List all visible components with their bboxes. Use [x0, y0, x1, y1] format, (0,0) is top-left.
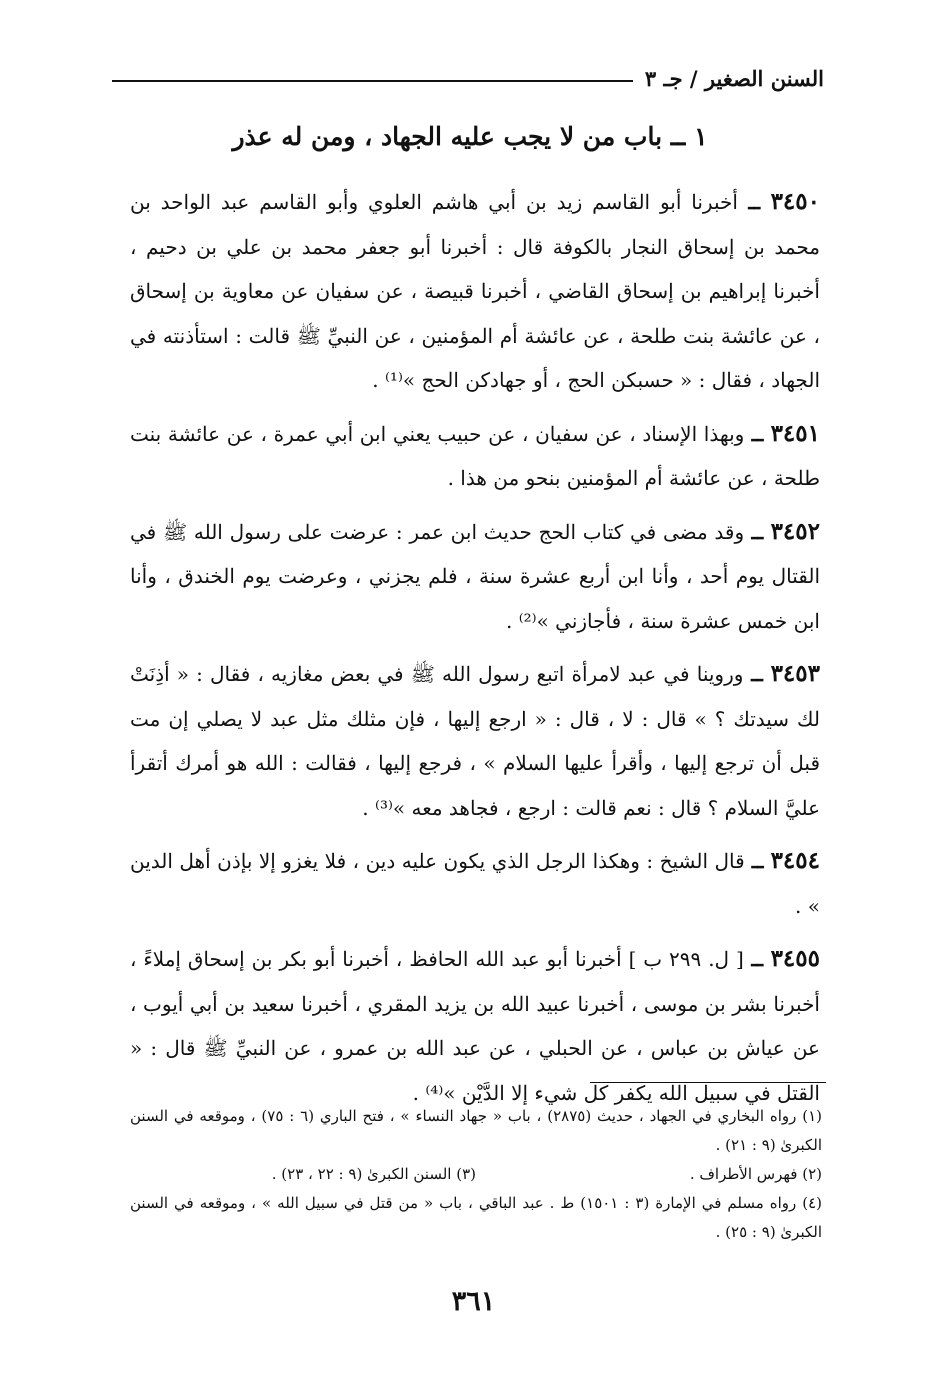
hadith-3451: ٣٤٥١ ــ وبهذا الإسناد ، عن سفيان ، عن حبيب يعني ابن أبي عمرة ، عن عائشة بنت طلحة ، عن عائشة أم المؤمنين بنحو من هذا . — [130, 419, 820, 490]
footnote-rule — [590, 1082, 826, 1083]
hadith-3454: ٣٤٥٤ ــ قال الشيخ : وهكذا الرجل الذي يكون عليه دين ، فلا يغزو إلا بإذن أهل الدين » . — [130, 847, 820, 918]
hadith-3452: ٣٤٥٢ ــ وقد مضى في كتاب الحج حديث ابن عمر : عرضت على رسول الله ﷺ في القتال يوم أحد ، وأنا ابن أربع عشرة سنة ، فلم يجزني ، وعرضت يوم الخندق ، وأنا ابن خمس عشرة سنة ، فأجازني »⁽²⁾ . — [130, 517, 820, 633]
hadith-number: ٣٤٥٥ — [770, 945, 820, 972]
hadith-text: وروينا في عبد لامرأة اتبع رسول الله ﷺ في بعض مغازيه ، فقال : « أذِنَتْ لك سيدتك ؟ » قال : لا ، قال : « ارجع إليها ، فإن مثلك مثل عبد لا يصلي إن مت قبل أن ترجع إليها ، وأقرأ عليها السلام » ، فرجع إليها ، فقالت : الله هو أمرك أتقرأ عليَّ السلام ؟ قال : نعم قالت : ارجع ، فجاهد معه »⁽³⁾ . — [130, 662, 820, 820]
hadith-number: ٣٤٥٢ — [770, 517, 820, 545]
header-rule — [112, 80, 633, 82]
hadith-number: ٣٤٥٤ — [770, 847, 820, 874]
hadith-text: [ ل. ٢٩٩ ب ] أخبرنا أبو عبد الله الحافظ ، أخبرنا أبو بكر بن إسحاق إملاءً ، أخبرنا بشر بن موسى ، أخبرنا عبيد الله بن يزيد المقري ، أخبرنا سعيد بن أبي أيوب ، عن عياش بن عباس ، عن الحبلي ، عن عبد الله بن عمرو ، عن النبيِّ ﷺ قال : « القتل في سبيل الله يكفر كل شيء إلا الدَّيْن »⁽⁴⁾ . — [130, 947, 820, 1105]
footnote-row — [130, 1160, 822, 1189]
hadith-number: ٣٤٥١ — [770, 419, 820, 447]
hadith-number: ٣٤٥٠ — [770, 188, 820, 215]
hadith-text: وقد مضى في كتاب الحج حديث ابن عمر : عرضت على رسول الله ﷺ في القتال يوم أحد ، وأنا ابن أربع عشرة سنة ، فلم يجزني ، وعرضت يوم الخندق ، وأنا ابن خمس عشرة سنة ، فأجازني »⁽²⁾ . — [130, 519, 820, 633]
hadith-text: وبهذا الإسناد ، عن سفيان ، عن حبيب يعني ابن أبي عمرة ، عن عائشة بنت طلحة ، عن عائشة أم المؤمنين بنحو من هذا . — [130, 421, 820, 490]
hadith-3453: ٣٤٥٣ ــ وروينا في عبد لامرأة اتبع رسول الله ﷺ في بعض مغازيه ، فقال : « أذِنَتْ لك سيدتك ؟ » قال : لا ، قال : « ارجع إليها ، فإن مثلك مثل عبد لا يصلي إن مت قبل أن ترجع إليها ، وأقرأ عليها السلام » ، فرجع إليها ، فقالت : الله هو أمرك أتقرأ عليَّ السلام ؟ قال : نعم قالت : ارجع ، فجاهد معه »⁽³⁾ . — [130, 660, 820, 820]
hadith-body — [130, 180, 820, 1124]
running-header — [112, 58, 824, 98]
footnote-1: (١) رواه البخاري في الجهاد ، حديث (٢٨٧٥) ، باب « جهاد النساء » ، فتح الباري (٦ : ٧٥) ، وموقعه في السنن الكبرىٰ (٩ : ٢١) . — [130, 1107, 822, 1154]
hadith-text: أخبرنا أبو القاسم زيد بن أبي هاشم العلوي وأبو القاسم عبد الواحد بن محمد بن إسحاق النجار بالكوفة قال : أخبرنا أبو جعفر محمد بن علي بن دحيم ، أخبرنا إبراهيم بن إسحاق القاضي ، أخبرنا قبيصة ، عن سفيان عن معاوية بن إسحاق ، عن عائشة بنت طلحة ، عن عائشة أم المؤمنين ، عن النبيِّ ﷺ قالت : استأذنته في الجهاد ، فقال : « حسبكن الحج ، أو جهادكن الحج »⁽¹⁾ . — [130, 190, 820, 392]
hadith-3455: ٣٤٥٥ ــ [ ل. ٢٩٩ ب ] أخبرنا أبو عبد الله الحافظ ، أخبرنا أبو بكر بن إسحاق إملاءً ، أخبرنا بشر بن موسى ، أخبرنا عبيد الله بن يزيد المقري ، أخبرنا سعيد بن أبي أيوب ، عن عياش بن عباس ، عن الحبلي ، عن عبد الله بن عمرو ، عن النبيِّ ﷺ قال : « القتل في سبيل الله يكفر كل شيء إلا الدَّيْن »⁽⁴⁾ . — [130, 945, 820, 1105]
hadith-number: ٣٤٥٣ — [770, 660, 820, 687]
chapter-title: ١ ــ باب من لا يجب عليه الجهاد ، ومن له عذر — [232, 122, 708, 151]
hadith-text: قال الشيخ : وهكذا الرجل الذي يكون عليه دين ، فلا يغزو إلا بإذن أهل الدين » . — [130, 849, 820, 918]
footnote-4: (٤) رواه مسلم في الإمارة (٣ : ١٥٠١) ط . عبد الباقي ، باب « من قتل في سبيل الله » ، وموقعه في السنن الكبرىٰ (٩ : ٢٥) . — [130, 1194, 823, 1241]
footnote-2: (٢) فهرس الأطراف . — [689, 1165, 822, 1183]
page-number: ٣٦١ — [451, 1286, 496, 1317]
hadith-3450: ٣٤٥٠ ــ أخبرنا أبو القاسم زيد بن أبي هاشم العلوي وأبو القاسم عبد الواحد بن محمد بن إسحاق النجار بالكوفة قال : أخبرنا أبو جعفر محمد بن علي بن دحيم ، أخبرنا إبراهيم بن إسحاق القاضي ، أخبرنا قبيصة ، عن سفيان عن معاوية بن إسحاق ، عن عائشة بنت طلحة ، عن عائشة أم المؤمنين ، عن النبيِّ ﷺ قالت : استأذنته في الجهاد ، فقال : « حسبكن الحج ، أو جهادكن الحج »⁽¹⁾ . — [130, 188, 820, 392]
footnote-3: (٣) السنن الكبرىٰ (٩ : ٢٢ ، ٢٣) . — [271, 1165, 476, 1183]
footnotes — [130, 1102, 822, 1247]
running-title: السنن الصغير / جـ ٣ — [644, 65, 824, 91]
